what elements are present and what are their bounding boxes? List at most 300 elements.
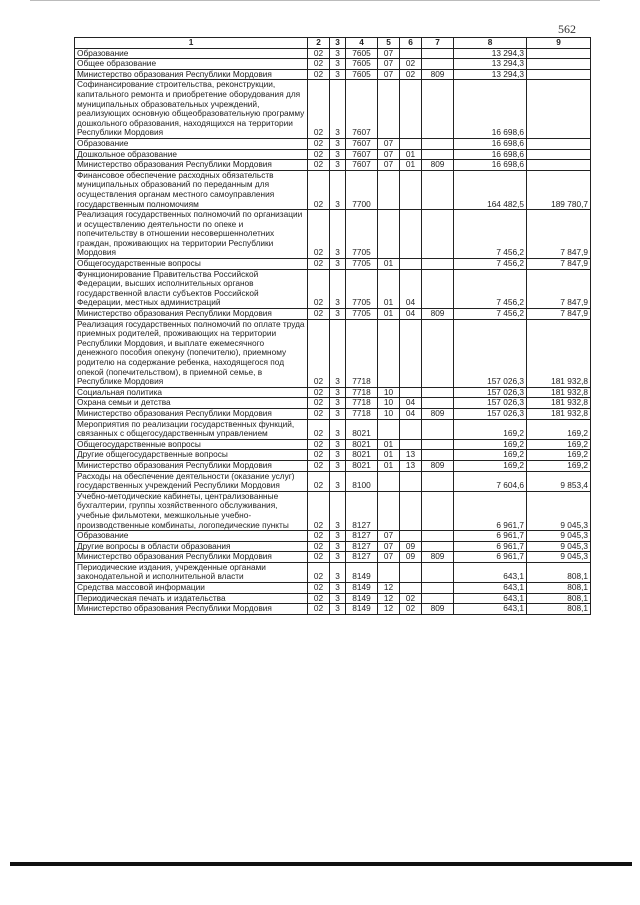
cell-row-name: Социальная политика bbox=[75, 387, 308, 398]
cell-amount-col-9 bbox=[527, 69, 591, 80]
table-row bbox=[75, 593, 591, 604]
cell-col-2: 02 bbox=[308, 259, 330, 270]
cell-col-4: 7605 bbox=[346, 69, 378, 80]
cell-amount-col-9 bbox=[527, 160, 591, 171]
cell-col-7 bbox=[422, 419, 454, 439]
cell-row-name: Периодические издания, учрежденные органами законодательной и исполнительной власти bbox=[75, 562, 308, 582]
column-header-3: 3 bbox=[330, 38, 346, 49]
cell-col-5 bbox=[378, 491, 400, 530]
cell-col-5: 12 bbox=[378, 604, 400, 615]
cell-col-6: 04 bbox=[400, 398, 422, 409]
cell-col-6 bbox=[400, 48, 422, 59]
cell-amount-col-9: 169,2 bbox=[527, 439, 591, 450]
table-row bbox=[75, 309, 591, 320]
cell-amount-col-9: 9 853,4 bbox=[527, 471, 591, 491]
cell-col-2: 02 bbox=[308, 593, 330, 604]
cell-amount-col-8: 13 294,3 bbox=[454, 69, 527, 80]
cell-col-2: 02 bbox=[308, 170, 330, 209]
cell-col-6 bbox=[400, 583, 422, 594]
cell-row-name: Функционирование Правительства Российской Федерации, высших исполнительных органов государственной власти субъектов Российской Федерации, местных администраций bbox=[75, 269, 308, 308]
cell-col-3: 3 bbox=[330, 552, 346, 563]
table-row bbox=[75, 419, 591, 439]
table-row bbox=[75, 471, 591, 491]
cell-col-5 bbox=[378, 562, 400, 582]
cell-col-7: 809 bbox=[422, 160, 454, 171]
cell-col-3: 3 bbox=[330, 149, 346, 160]
cell-amount-col-8: 7 456,2 bbox=[454, 269, 527, 308]
table-row bbox=[75, 387, 591, 398]
cell-row-name: Реализация государственных полномочий по оплате труда приемных родителей, проживающих на территории Республики Мордовия, и выплате ежемесячного денежного пособия опекуну (попечителю), приемному родителю на содержание ребенка, находящегося под опекой (попечительством), в приемной семье, в Республике Мордовия bbox=[75, 319, 308, 387]
cell-amount-col-9: 808,1 bbox=[527, 583, 591, 594]
table-row bbox=[75, 439, 591, 450]
cell-col-5: 01 bbox=[378, 269, 400, 308]
cell-col-4: 8021 bbox=[346, 460, 378, 471]
cell-amount-col-8: 16 698,6 bbox=[454, 80, 527, 139]
cell-col-3: 3 bbox=[330, 593, 346, 604]
cell-col-6 bbox=[400, 259, 422, 270]
cell-amount-col-8: 13 294,3 bbox=[454, 59, 527, 70]
cell-amount-col-8: 13 294,3 bbox=[454, 48, 527, 59]
cell-col-4: 7705 bbox=[346, 210, 378, 259]
cell-col-6 bbox=[400, 439, 422, 450]
cell-col-3: 3 bbox=[330, 387, 346, 398]
cell-col-6: 01 bbox=[400, 149, 422, 160]
cell-col-2: 02 bbox=[308, 59, 330, 70]
cell-col-6 bbox=[400, 491, 422, 530]
table-row bbox=[75, 604, 591, 615]
cell-amount-col-9: 9 045,3 bbox=[527, 552, 591, 563]
cell-col-4: 8021 bbox=[346, 439, 378, 450]
cell-col-3: 3 bbox=[330, 309, 346, 320]
top-edge-line bbox=[30, 0, 600, 1]
cell-col-7 bbox=[422, 138, 454, 149]
table-row bbox=[75, 269, 591, 308]
cell-col-2: 02 bbox=[308, 408, 330, 419]
cell-col-5: 07 bbox=[378, 552, 400, 563]
cell-col-7 bbox=[422, 59, 454, 70]
cell-amount-col-8: 16 698,6 bbox=[454, 160, 527, 171]
cell-col-7 bbox=[422, 398, 454, 409]
cell-col-4: 7718 bbox=[346, 398, 378, 409]
bottom-scan-bar bbox=[10, 862, 632, 866]
cell-row-name: Другие вопросы в области образования bbox=[75, 541, 308, 552]
cell-col-4: 8021 bbox=[346, 450, 378, 461]
cell-col-5 bbox=[378, 170, 400, 209]
cell-col-5 bbox=[378, 210, 400, 259]
cell-amount-col-8: 7 456,2 bbox=[454, 309, 527, 320]
table-row bbox=[75, 531, 591, 542]
cell-col-6: 01 bbox=[400, 160, 422, 171]
cell-amount-col-8: 643,1 bbox=[454, 604, 527, 615]
cell-col-2: 02 bbox=[308, 531, 330, 542]
column-header-1: 1 bbox=[75, 38, 308, 49]
cell-col-6: 13 bbox=[400, 460, 422, 471]
cell-amount-col-8: 169,2 bbox=[454, 419, 527, 439]
table-row bbox=[75, 398, 591, 409]
cell-col-5 bbox=[378, 419, 400, 439]
cell-col-6: 02 bbox=[400, 59, 422, 70]
table-row bbox=[75, 491, 591, 530]
table-body bbox=[75, 48, 591, 614]
cell-amount-col-9: 9 045,3 bbox=[527, 491, 591, 530]
cell-col-3: 3 bbox=[330, 269, 346, 308]
cell-col-6: 09 bbox=[400, 541, 422, 552]
table-row bbox=[75, 160, 591, 171]
cell-col-6 bbox=[400, 419, 422, 439]
cell-col-2: 02 bbox=[308, 562, 330, 582]
cell-col-6 bbox=[400, 80, 422, 139]
cell-amount-col-9: 169,2 bbox=[527, 419, 591, 439]
cell-col-2: 02 bbox=[308, 439, 330, 450]
cell-col-4: 7607 bbox=[346, 160, 378, 171]
cell-col-7 bbox=[422, 541, 454, 552]
cell-row-name: Мероприятия по реализации государственных функций, связанных с общегосударственным управлением bbox=[75, 419, 308, 439]
cell-amount-col-9 bbox=[527, 149, 591, 160]
cell-row-name: Периодическая печать и издательства bbox=[75, 593, 308, 604]
cell-amount-col-9: 181 932,8 bbox=[527, 387, 591, 398]
cell-col-7: 809 bbox=[422, 408, 454, 419]
cell-row-name: Финансовое обеспечение расходных обязательств муниципальных образований по переданным для осуществления органам местного самоуправления государственным полномочиям bbox=[75, 170, 308, 209]
cell-col-2: 02 bbox=[308, 604, 330, 615]
cell-amount-col-8: 169,2 bbox=[454, 460, 527, 471]
cell-col-2: 02 bbox=[308, 387, 330, 398]
table-row bbox=[75, 170, 591, 209]
cell-col-3: 3 bbox=[330, 210, 346, 259]
cell-amount-col-8: 169,2 bbox=[454, 439, 527, 450]
cell-col-6 bbox=[400, 138, 422, 149]
cell-col-4: 7718 bbox=[346, 319, 378, 387]
cell-amount-col-8: 6 961,7 bbox=[454, 491, 527, 530]
cell-col-6 bbox=[400, 210, 422, 259]
cell-col-7 bbox=[422, 439, 454, 450]
table-row bbox=[75, 552, 591, 563]
cell-col-3: 3 bbox=[330, 398, 346, 409]
cell-col-7: 809 bbox=[422, 69, 454, 80]
cell-col-5: 10 bbox=[378, 387, 400, 398]
cell-row-name: Охрана семьи и детства bbox=[75, 398, 308, 409]
cell-col-3: 3 bbox=[330, 439, 346, 450]
table-row bbox=[75, 450, 591, 461]
cell-col-7 bbox=[422, 80, 454, 139]
cell-amount-col-8: 157 026,3 bbox=[454, 398, 527, 409]
cell-col-4: 7605 bbox=[346, 59, 378, 70]
cell-col-4: 8149 bbox=[346, 604, 378, 615]
table-row bbox=[75, 408, 591, 419]
cell-col-2: 02 bbox=[308, 583, 330, 594]
cell-amount-col-9: 9 045,3 bbox=[527, 531, 591, 542]
cell-col-7 bbox=[422, 319, 454, 387]
cell-col-6: 04 bbox=[400, 408, 422, 419]
page-number: 562 bbox=[558, 22, 576, 36]
cell-col-3: 3 bbox=[330, 450, 346, 461]
cell-col-7 bbox=[422, 259, 454, 270]
cell-row-name: Образование bbox=[75, 48, 308, 59]
cell-amount-col-9: 189 780,7 bbox=[527, 170, 591, 209]
cell-col-2: 02 bbox=[308, 69, 330, 80]
cell-col-6 bbox=[400, 170, 422, 209]
cell-col-3: 3 bbox=[330, 531, 346, 542]
cell-amount-col-9: 7 847,9 bbox=[527, 259, 591, 270]
cell-col-6: 02 bbox=[400, 593, 422, 604]
cell-col-4: 7607 bbox=[346, 149, 378, 160]
cell-col-3: 3 bbox=[330, 419, 346, 439]
cell-col-2: 02 bbox=[308, 471, 330, 491]
cell-row-name: Образование bbox=[75, 138, 308, 149]
cell-col-5: 01 bbox=[378, 259, 400, 270]
cell-col-2: 02 bbox=[308, 319, 330, 387]
cell-col-4: 7607 bbox=[346, 138, 378, 149]
budget-table bbox=[74, 37, 591, 615]
cell-col-2: 02 bbox=[308, 80, 330, 139]
cell-col-5: 07 bbox=[378, 69, 400, 80]
cell-amount-col-9: 7 847,9 bbox=[527, 269, 591, 308]
cell-col-5: 07 bbox=[378, 531, 400, 542]
table-row bbox=[75, 541, 591, 552]
cell-row-name: Другие общегосударственные вопросы bbox=[75, 450, 308, 461]
cell-row-name: Общегосударственные вопросы bbox=[75, 259, 308, 270]
cell-amount-col-9: 808,1 bbox=[527, 562, 591, 582]
cell-col-2: 02 bbox=[308, 160, 330, 171]
cell-col-2: 02 bbox=[308, 48, 330, 59]
cell-col-2: 02 bbox=[308, 541, 330, 552]
cell-col-7 bbox=[422, 269, 454, 308]
cell-col-3: 3 bbox=[330, 59, 346, 70]
cell-col-4: 7700 bbox=[346, 170, 378, 209]
cell-col-7 bbox=[422, 170, 454, 209]
column-header-8: 8 bbox=[454, 38, 527, 49]
column-header-2: 2 bbox=[308, 38, 330, 49]
cell-amount-col-9: 7 847,9 bbox=[527, 210, 591, 259]
cell-amount-col-8: 7 604,6 bbox=[454, 471, 527, 491]
cell-col-5 bbox=[378, 319, 400, 387]
cell-col-3: 3 bbox=[330, 319, 346, 387]
cell-amount-col-8: 7 456,2 bbox=[454, 210, 527, 259]
cell-col-6 bbox=[400, 531, 422, 542]
table-header-row bbox=[75, 38, 591, 49]
cell-row-name: Средства массовой информации bbox=[75, 583, 308, 594]
cell-col-2: 02 bbox=[308, 491, 330, 530]
cell-col-4: 8149 bbox=[346, 562, 378, 582]
cell-col-5: 12 bbox=[378, 583, 400, 594]
cell-col-3: 3 bbox=[330, 604, 346, 615]
cell-amount-col-9: 169,2 bbox=[527, 460, 591, 471]
table-row bbox=[75, 562, 591, 582]
table-row bbox=[75, 319, 591, 387]
cell-col-5: 10 bbox=[378, 408, 400, 419]
cell-amount-col-9: 181 932,8 bbox=[527, 408, 591, 419]
table-row bbox=[75, 259, 591, 270]
cell-col-4: 8100 bbox=[346, 471, 378, 491]
cell-row-name: Министерство образования Республики Мордовия bbox=[75, 604, 308, 615]
cell-col-6: 09 bbox=[400, 552, 422, 563]
table-row bbox=[75, 80, 591, 139]
cell-col-7 bbox=[422, 531, 454, 542]
table-row bbox=[75, 59, 591, 70]
cell-amount-col-9: 808,1 bbox=[527, 593, 591, 604]
cell-col-3: 3 bbox=[330, 583, 346, 594]
cell-col-2: 02 bbox=[308, 398, 330, 409]
cell-col-5: 07 bbox=[378, 149, 400, 160]
cell-col-3: 3 bbox=[330, 160, 346, 171]
cell-col-5: 07 bbox=[378, 59, 400, 70]
cell-col-4: 8149 bbox=[346, 593, 378, 604]
cell-col-3: 3 bbox=[330, 170, 346, 209]
cell-col-7 bbox=[422, 583, 454, 594]
cell-row-name: Министерство образования Республики Мордовия bbox=[75, 69, 308, 80]
cell-col-3: 3 bbox=[330, 138, 346, 149]
cell-col-2: 02 bbox=[308, 552, 330, 563]
cell-col-6 bbox=[400, 562, 422, 582]
table-row bbox=[75, 210, 591, 259]
column-header-7: 7 bbox=[422, 38, 454, 49]
cell-amount-col-9 bbox=[527, 80, 591, 139]
cell-col-7 bbox=[422, 562, 454, 582]
cell-col-2: 02 bbox=[308, 450, 330, 461]
cell-amount-col-9 bbox=[527, 59, 591, 70]
cell-row-name: Дошкольное образование bbox=[75, 149, 308, 160]
cell-col-5: 01 bbox=[378, 439, 400, 450]
cell-col-6: 02 bbox=[400, 69, 422, 80]
cell-col-4: 7705 bbox=[346, 259, 378, 270]
cell-col-4: 7718 bbox=[346, 408, 378, 419]
column-header-4: 4 bbox=[346, 38, 378, 49]
cell-row-name: Общегосударственные вопросы bbox=[75, 439, 308, 450]
cell-amount-col-9: 181 932,8 bbox=[527, 398, 591, 409]
cell-col-2: 02 bbox=[308, 149, 330, 160]
cell-col-7 bbox=[422, 149, 454, 160]
cell-col-3: 3 bbox=[330, 562, 346, 582]
cell-col-4: 8021 bbox=[346, 419, 378, 439]
cell-row-name: Министерство образования Республики Мордовия bbox=[75, 309, 308, 320]
cell-row-name: Министерство образования Республики Мордовия bbox=[75, 460, 308, 471]
cell-col-5: 01 bbox=[378, 450, 400, 461]
cell-col-4: 7718 bbox=[346, 387, 378, 398]
cell-col-3: 3 bbox=[330, 408, 346, 419]
cell-amount-col-8: 7 456,2 bbox=[454, 259, 527, 270]
cell-col-6 bbox=[400, 387, 422, 398]
cell-col-3: 3 bbox=[330, 460, 346, 471]
cell-row-name: Министерство образования Республики Мордовия bbox=[75, 552, 308, 563]
table-row bbox=[75, 48, 591, 59]
cell-col-5 bbox=[378, 80, 400, 139]
cell-amount-col-9: 169,2 bbox=[527, 450, 591, 461]
cell-amount-col-8: 16 698,6 bbox=[454, 138, 527, 149]
cell-col-5: 07 bbox=[378, 138, 400, 149]
cell-col-3: 3 bbox=[330, 491, 346, 530]
cell-col-4: 8149 bbox=[346, 583, 378, 594]
cell-amount-col-8: 6 961,7 bbox=[454, 541, 527, 552]
table-row bbox=[75, 138, 591, 149]
cell-amount-col-9 bbox=[527, 48, 591, 59]
cell-amount-col-9: 9 045,3 bbox=[527, 541, 591, 552]
cell-col-2: 02 bbox=[308, 138, 330, 149]
cell-amount-col-8: 169,2 bbox=[454, 450, 527, 461]
cell-col-7: 809 bbox=[422, 309, 454, 320]
cell-amount-col-8: 157 026,3 bbox=[454, 387, 527, 398]
cell-col-6 bbox=[400, 319, 422, 387]
cell-row-name: Общее образование bbox=[75, 59, 308, 70]
cell-amount-col-8: 16 698,6 bbox=[454, 149, 527, 160]
cell-col-4: 7705 bbox=[346, 269, 378, 308]
cell-amount-col-8: 643,1 bbox=[454, 593, 527, 604]
cell-row-name: Расходы на обеспечение деятельности (оказание услуг) государственных учреждений Республики Мордовия bbox=[75, 471, 308, 491]
cell-amount-col-8: 643,1 bbox=[454, 583, 527, 594]
cell-col-3: 3 bbox=[330, 80, 346, 139]
cell-col-3: 3 bbox=[330, 471, 346, 491]
column-header-9: 9 bbox=[527, 38, 591, 49]
table-row bbox=[75, 69, 591, 80]
cell-row-name: Образование bbox=[75, 531, 308, 542]
cell-col-5: 07 bbox=[378, 160, 400, 171]
cell-col-2: 02 bbox=[308, 460, 330, 471]
cell-col-3: 3 bbox=[330, 69, 346, 80]
cell-col-4: 7607 bbox=[346, 80, 378, 139]
cell-col-7: 809 bbox=[422, 552, 454, 563]
cell-col-4: 7705 bbox=[346, 309, 378, 320]
table-row bbox=[75, 149, 591, 160]
cell-col-7 bbox=[422, 387, 454, 398]
cell-col-2: 02 bbox=[308, 309, 330, 320]
cell-col-4: 8127 bbox=[346, 541, 378, 552]
cell-col-5: 12 bbox=[378, 593, 400, 604]
cell-col-2: 02 bbox=[308, 269, 330, 308]
cell-amount-col-8: 164 482,5 bbox=[454, 170, 527, 209]
cell-amount-col-9: 808,1 bbox=[527, 604, 591, 615]
cell-col-7: 809 bbox=[422, 604, 454, 615]
cell-row-name: Реализация государственных полномочий по организации и осуществлению деятельности по опеке и попечительству в отношении несовершеннолетних граждан, проживающих на территории Республики Мордовия bbox=[75, 210, 308, 259]
cell-row-name: Министерство образования Республики Мордовия bbox=[75, 408, 308, 419]
cell-col-3: 3 bbox=[330, 259, 346, 270]
cell-col-4: 8127 bbox=[346, 531, 378, 542]
cell-amount-col-9: 181 932,8 bbox=[527, 319, 591, 387]
cell-col-5: 01 bbox=[378, 460, 400, 471]
cell-amount-col-9: 7 847,9 bbox=[527, 309, 591, 320]
cell-row-name: Софинансирование строительства, реконструкции, капитального ремонта и приобретение оборудования для муниципальных образовательных учреждений, реализующих основную общеобразовательную программу дошкольного образования, находящихся на территории Республики Мордовия bbox=[75, 80, 308, 139]
cell-col-6: 02 bbox=[400, 604, 422, 615]
column-header-5: 5 bbox=[378, 38, 400, 49]
cell-col-5 bbox=[378, 471, 400, 491]
cell-col-4: 8127 bbox=[346, 552, 378, 563]
cell-amount-col-8: 643,1 bbox=[454, 562, 527, 582]
cell-col-3: 3 bbox=[330, 48, 346, 59]
table-row bbox=[75, 460, 591, 471]
cell-col-7 bbox=[422, 450, 454, 461]
cell-col-7 bbox=[422, 48, 454, 59]
cell-col-2: 02 bbox=[308, 419, 330, 439]
cell-col-4: 8127 bbox=[346, 491, 378, 530]
column-header-6: 6 bbox=[400, 38, 422, 49]
table-row bbox=[75, 583, 591, 594]
cell-row-name: Учебно-методические кабинеты, централизованные бухгалтерии, группы хозяйственного обслуживания, учебные фильмотеки, межшкольные учебно-производственные комбинаты, логопедические пункты bbox=[75, 491, 308, 530]
cell-col-6: 13 bbox=[400, 450, 422, 461]
cell-col-2: 02 bbox=[308, 210, 330, 259]
cell-row-name: Министерство образования Республики Мордовия bbox=[75, 160, 308, 171]
cell-col-3: 3 bbox=[330, 541, 346, 552]
cell-amount-col-8: 6 961,7 bbox=[454, 531, 527, 542]
cell-amount-col-8: 157 026,3 bbox=[454, 319, 527, 387]
cell-col-4: 7605 bbox=[346, 48, 378, 59]
cell-col-5: 01 bbox=[378, 309, 400, 320]
cell-col-7 bbox=[422, 491, 454, 530]
cell-col-7 bbox=[422, 210, 454, 259]
cell-col-5: 07 bbox=[378, 48, 400, 59]
cell-col-7 bbox=[422, 593, 454, 604]
cell-amount-col-8: 6 961,7 bbox=[454, 552, 527, 563]
cell-amount-col-8: 157 026,3 bbox=[454, 408, 527, 419]
cell-amount-col-9 bbox=[527, 138, 591, 149]
cell-col-6: 04 bbox=[400, 269, 422, 308]
cell-col-6: 04 bbox=[400, 309, 422, 320]
